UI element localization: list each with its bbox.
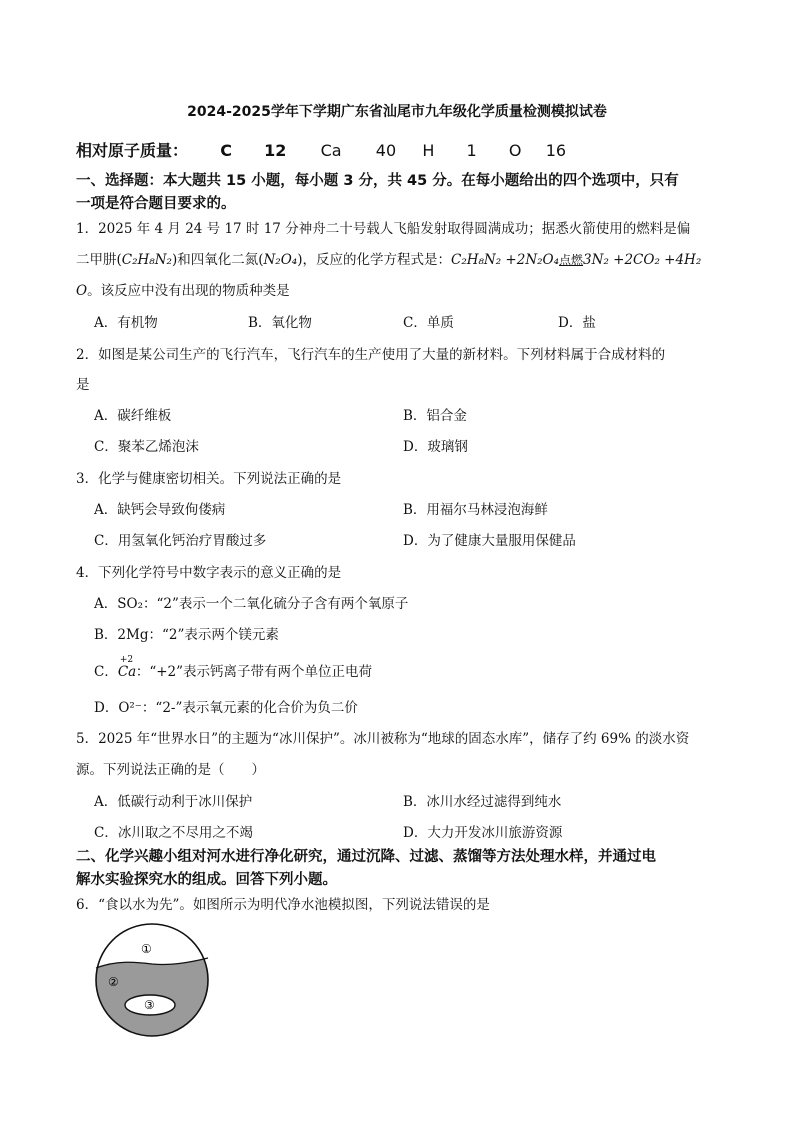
q1-option-c: C．单质 [403, 315, 454, 331]
q1-text-c: )，反应的化学方程式是： [297, 252, 451, 268]
q2-line-1: 2．如图是某公司生产的飞行汽车，飞行汽车的生产使用了大量的新材料。下列材料属于合成材料的 [76, 347, 666, 363]
q2-line-2: 是 [76, 377, 90, 393]
q2-option-c: C．聚苯乙烯泡沫 [94, 439, 199, 455]
q3-line-1: 3．化学与健康密切相关。下列说法正确的是 [76, 471, 342, 487]
q1-line-3 [76, 279, 290, 299]
element-h: H [422, 141, 435, 160]
q1-equation-left: C₂H₈N₂ +2N₂O₄ [450, 252, 560, 268]
q3-option-d: D．为了健康大量服用保健品 [403, 533, 576, 549]
q3-option-a: A．缺钙会导致佝偻病 [94, 502, 226, 518]
q6-line-1: 6．“食以水为先”。如图所示为明代净水池模拟图，下列说法错误的是 [76, 897, 490, 913]
q1-text-a: 二甲肼( [76, 252, 122, 268]
q3-option-c: C．用氢氧化钙治疗胃酸过多 [94, 533, 267, 549]
q5-line-2: 源。下列说法正确的是（ ） [76, 762, 265, 778]
q4-line-1: 4．下列化学符号中数字表示的意义正确的是 [76, 565, 342, 581]
q2-option-b: B．铝合金 [403, 408, 467, 424]
diagram-label-3: ③ [144, 998, 155, 1012]
diagram-label-2: ② [108, 975, 119, 989]
q5-option-c: C．冰川取之不尽用之不竭 [94, 825, 253, 841]
water-pool-diagram [92, 920, 222, 1050]
q4-option-d: D．O²⁻：“2-”表示氧元素的化合价为负二价 [94, 700, 358, 716]
q1-condition: 点燃 [559, 253, 584, 267]
element-h-value: 1 [466, 141, 477, 160]
element-c-value: 12 [264, 141, 287, 160]
q1-equation-right: 3N₂ +2CO₂ +4H₂ [583, 252, 702, 268]
q1-question-text: 。该反应中没有出现的物质种类是 [87, 283, 290, 299]
element-ca-value: 40 [375, 141, 397, 160]
atomic-mass-row [76, 138, 566, 161]
element-o: O [508, 141, 522, 160]
q1-option-b: B．氧化物 [248, 315, 312, 331]
element-o-value: 16 [545, 141, 567, 160]
q1-option-a: A．有机物 [94, 315, 158, 331]
q4-option-c-prefix: C． [94, 664, 118, 680]
section-1-line-2: 一项是符合题目要求的。 [76, 196, 236, 212]
q4-option-a: A．SO₂：“2”表示一个二氧化硫分子含有两个氧原子 [94, 596, 409, 612]
exam-title: 2024-2025学年下学期广东省汕尾市九年级化学质量检测模拟试卷 [187, 104, 607, 120]
q1-line-2 [76, 248, 701, 268]
q1-line-1: 1．2025 年 4 月 24 号 17 时 17 分神舟二十号载人飞船发射取得圆满成功；据悉火箭使用的燃料是偏 [76, 221, 691, 237]
element-c: C [220, 141, 232, 160]
q1-equation-tail: O [76, 283, 88, 299]
q4-calcium-symbol: Ca [117, 664, 137, 680]
q2-option-a: A．碳纤维板 [94, 408, 172, 424]
section-2-heading [76, 846, 726, 892]
q4-option-b: B．2Mg：“2”表示两个镁元素 [94, 627, 279, 643]
section-2-line-2: 解水实验探究水的组成。回答下列小题。 [76, 872, 337, 888]
q4-valence: +2 [119, 655, 134, 665]
q2-option-d: D．玻璃钢 [403, 439, 468, 455]
q5-line-1: 5．2025 年“世界水日”的主题为“冰川保护”。冰川被称为“地球的固态水库”，储存了约 69% 的淡水资 [76, 731, 690, 747]
q5-option-a: A．低碳行动利于冰川保护 [94, 794, 253, 810]
q1-text-b: )和四氧化二氮( [171, 252, 264, 268]
diagram-label-1: ① [141, 942, 152, 956]
q1-option-d: D．盐 [558, 315, 596, 331]
q1-formula-n2o4: N₂O₄ [263, 252, 298, 268]
element-ca: Ca [320, 141, 342, 160]
q5-option-d: D．大力开发冰川旅游资源 [403, 825, 563, 841]
section-1-line-1: 一、选择题：本大题共 15 小题，每小题 3 分，共 45 分。在每小题给出的四个选项中，只有 [76, 173, 679, 189]
section-1-heading [76, 170, 726, 216]
atomic-mass-label: 相对原子质量： [76, 141, 189, 160]
q4-option-c-text: ：“+2”表示钙离子带有两个单位正电荷 [135, 664, 373, 680]
q3-option-b: B．用福尔马林浸泡海鲜 [403, 502, 548, 518]
q5-option-b: B．冰川水经过滤得到纯水 [403, 794, 562, 810]
q4-option-c [94, 655, 373, 680]
section-2-line-1: 二、化学兴趣小组对河水进行净化研究，通过沉降、过滤、蒸馏等方法处理水样，并通过电 [76, 849, 656, 865]
q1-formula-c2h8n2: C₂H₈N₂ [121, 252, 172, 268]
